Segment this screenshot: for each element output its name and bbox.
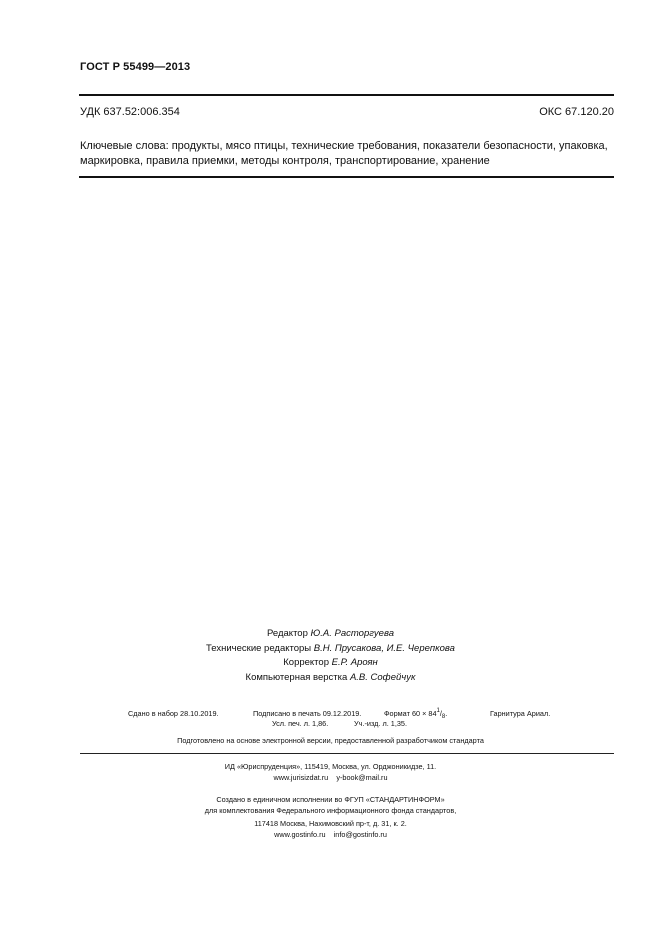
keywords-rule <box>79 176 614 178</box>
tech-editors-names: В.Н. Прусакова, И.Е. Черепкова <box>313 642 455 654</box>
proofreader-role: Корректор <box>283 657 329 668</box>
signed-date: Подписано в печать 09.12.2019. <box>253 709 362 718</box>
prepared-note: Подготовлено на основе электронной версии, предоставленной разработчиком стандарта <box>177 736 484 745</box>
format-denominator: 8 <box>441 714 446 720</box>
header-rule <box>79 94 614 96</box>
udk-code: УДК 637.52:006.354 <box>80 106 180 118</box>
publisher-sheets: Уч.-изд. л. 1,35. <box>354 719 408 728</box>
oks-code: ОКС 67.120.20 <box>539 106 614 118</box>
editor-line <box>0 627 661 642</box>
proofreader-name: Е.Р. Ароян <box>331 657 378 668</box>
fund-line: для комплектования Федерального информационного фонда стандартов, <box>204 806 457 815</box>
format-numerator: 1 <box>436 708 440 714</box>
format: Формат $60 \times 84^1/_8$. <box>384 708 448 720</box>
credits-block <box>0 627 661 685</box>
keywords: Ключевые слова: продукты, мясо птицы, технические требования, показатели безопасности, упаковка, маркировка, правила приемки, методы контроля, транспортирование, хранение <box>80 140 608 167</box>
typeface: Гарнитура Ариал. <box>490 709 551 718</box>
layout-name: А.В. Софейчук <box>349 671 416 683</box>
layout-role: Компьютерная верстка <box>245 671 348 683</box>
address-line: 117418 Москва, Нахимовский пр-т, д. 31, к. 2. <box>254 819 407 828</box>
proofreader-line <box>0 656 661 671</box>
created-line: Создано в единичном исполнении во ФГУП «СТАНДАРТИНФОРМ» <box>216 795 445 804</box>
gostinfo-links: www.gostinfo.ru info@gostinfo.ru <box>274 830 387 839</box>
standard-code: ГОСТ Р 55499—2013 <box>80 61 191 73</box>
editor-role: Редактор <box>266 628 308 639</box>
tech-editors-line <box>0 642 661 657</box>
print-sheets: Усл. печ. л. 1,86. <box>272 719 329 728</box>
publisher-line-1: ИД «Юриспруденция», 115419, Москва, ул. Орджоникидзе, 11. <box>224 762 437 771</box>
editor-name: Ю.А. Расторгуева <box>310 628 394 639</box>
submitted-date: Сдано в набор 28.10.2019. <box>128 709 219 718</box>
publisher-links: www.jurisizdat.ru y-book@mail.ru <box>273 773 388 782</box>
tech-editors-role: Технические редакторы <box>206 642 312 654</box>
publisher-rule <box>80 753 614 754</box>
layout-line <box>0 671 661 686</box>
